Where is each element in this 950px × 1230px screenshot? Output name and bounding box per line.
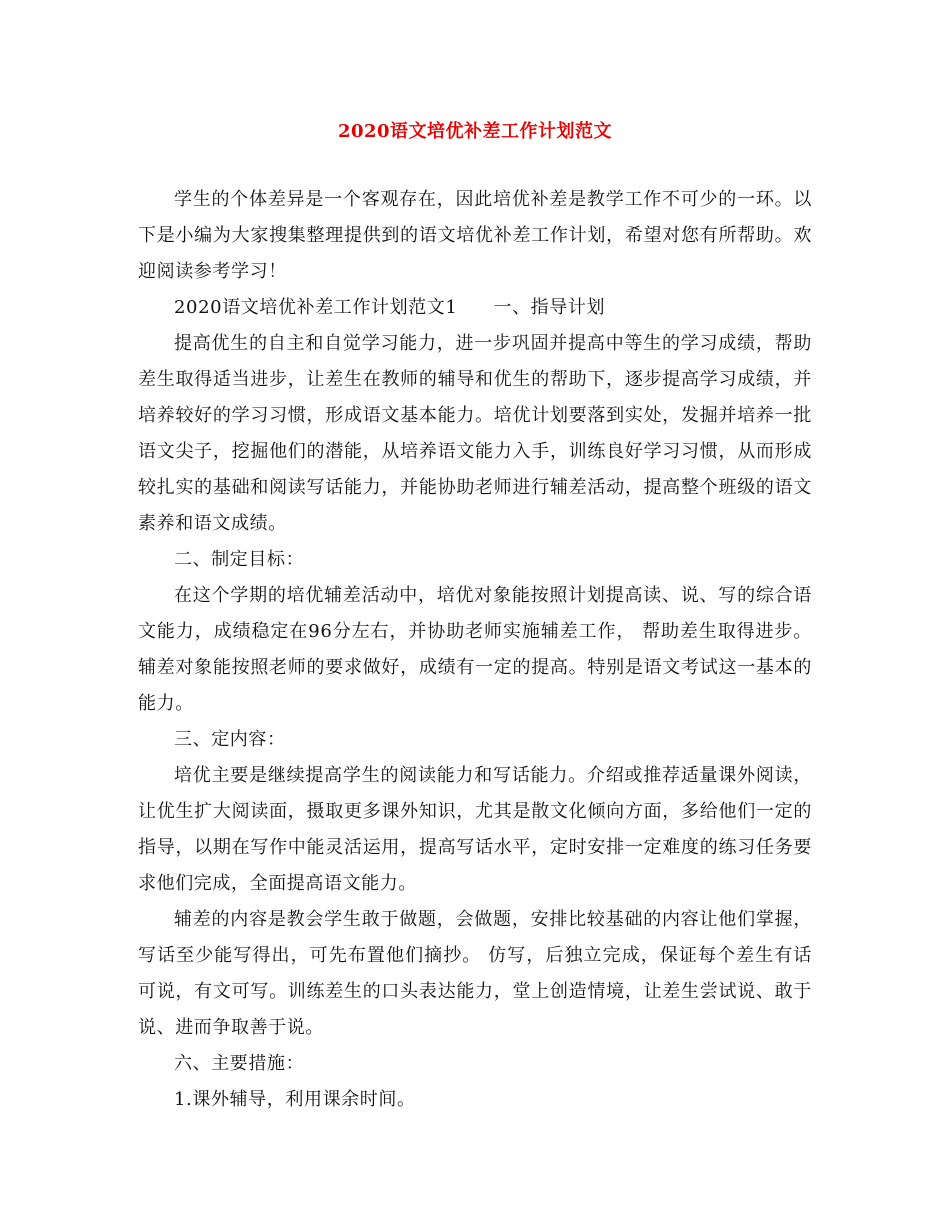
document-body: [138, 182, 812, 1118]
section-line: [138, 290, 812, 326]
heading-measures: 六、主要措施：: [174, 1053, 305, 1074]
paragraph-guidance-plan: 提高优生的自主和自觉学习能力，进一步巩固并提高中等生的学习成绩，帮助差生取得适当进步，让差生在教师的辅导和优生的帮助下，逐步提高学习成绩，并培养较好的学习习惯，形成语文基本能力。培优计划要落到实处，发掘并培养一批语文尖子，挖掘他们的潜能，从培养语文能力入手，训练良好学习习惯，从而形成较扎实的基础和阅读写话能力，并能协助老师进行辅差活动，提高整个班级的语文素养和语文成绩。: [138, 333, 812, 534]
document-title: 2020语文培优补差工作计划范文: [337, 121, 613, 142]
section-title: 2020语文培优补差工作计划范文1: [174, 297, 458, 318]
paragraph-goals: 在这个学期的培优辅差活动中，培优对象能按照计划提高读、说、写的综合语文能力，成绩稳定在96分左右，并协助老师实施辅差工作， 帮助差生取得进步。辅差对象能按照老师的要求做好，成绩有一定的提高。特别是语文考试这一基本的能力。: [138, 585, 812, 714]
paragraph-content-weak: 辅差的内容是教会学生敢于做题，会做题，安排比较基础的内容让他们掌握，写话至少能写得出，可先布置他们摘抄。 仿写，后独立完成，保证每个差生有话可说，有文可写。训练差生的口头表达能力，堂上创造情境，让差生尝试说、敢于说、进而争取善于说。: [138, 909, 812, 1038]
heading-content: 三、定内容：: [174, 729, 286, 750]
paragraph-content-excellent: 培优主要是继续提高学生的阅读能力和写话能力。介绍或推荐适量课外阅读，让优生扩大阅读面，摄取更多课外知识，尤其是散文化倾向方面，多给他们一定的指导，以期在写作中能灵活运用，提高写话水平，定时安排一定难度的练习任务要求他们完成，全面提高语文能力。: [138, 765, 812, 894]
measure-item-1: 1.课外辅导，利用课余时间。: [174, 1089, 416, 1110]
heading-goals: 二、制定目标：: [174, 549, 305, 570]
intro-paragraph: 学生的个体差异是一个客观存在，因此培优补差是教学工作不可少的一环。以下是小编为大家搜集整理提供到的语文培优补差工作计划，希望对您有所帮助。欢迎阅读参考学习！: [138, 189, 812, 282]
section-subtitle: 一、指导计划: [493, 297, 606, 318]
